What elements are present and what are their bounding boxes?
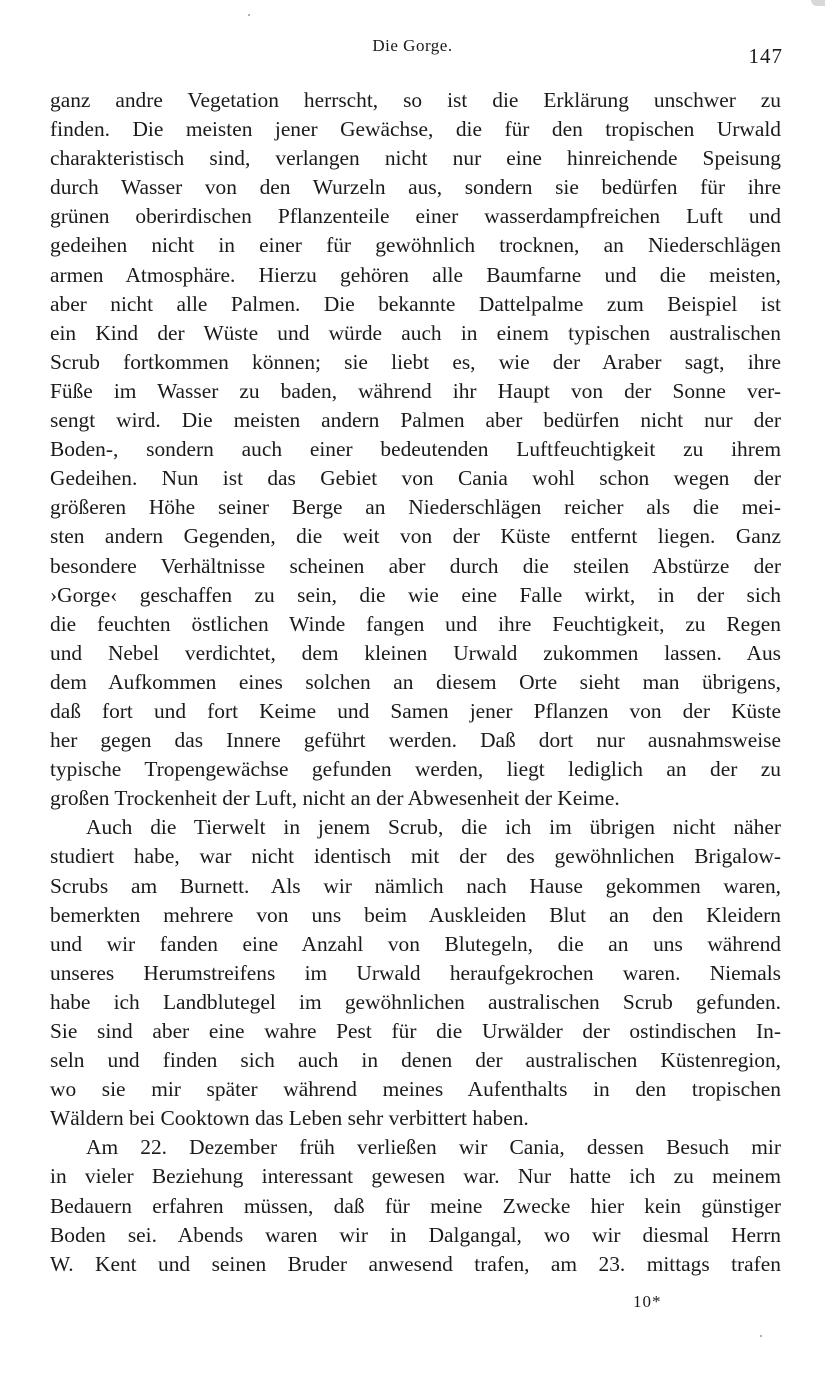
text-line: Wäldern bei Cooktown das Leben sehr verbittert haben. <box>50 1106 529 1131</box>
text-line: typische Tropengewächse gefunden werden, liegt lediglich an der zu <box>50 757 781 782</box>
text-line: aber nicht alle Palmen. Die bekannte Dattelpalme zum Beispiel ist <box>50 291 781 316</box>
text-line: Gedeihen. Nun ist das Gebiet von Cania wohl schon wegen der <box>50 466 781 491</box>
paragraph <box>50 86 781 813</box>
text-line: ein Kind der Wüste und würde auch in einem typischen australischen <box>50 320 781 345</box>
text-line: Bedauern erfahren müssen, daß für meine Zwecke hier kein günstiger <box>50 1193 781 1218</box>
text-line: Am 22. Dezember früh verließen wir Cania, dessen Besuch mir <box>86 1135 781 1160</box>
text-line: habe ich Landblutegel im gewöhnlichen australischen Scrub gefunden. <box>50 989 781 1014</box>
page-number: 147 <box>748 44 783 68</box>
paragraph <box>50 813 781 1133</box>
print-speck <box>248 14 250 16</box>
text-line: her gegen das Innere geführt werden. Daß dort nur ausnahmsweise <box>50 728 781 753</box>
text-line: W. Kent und seinen Bruder anwesend trafen, am 23. mittags trafen <box>50 1251 781 1276</box>
text-line: grünen oberirdischen Pflanzenteile einer wasserdampfreichen Luft und <box>50 204 781 229</box>
text-line: Auch die Tierwelt in jenem Scrub, die ich im übrigen nicht näher <box>86 815 781 840</box>
text-line: sten andern Gegenden, die weit von der Küste entfernt liegen. Ganz <box>50 524 781 549</box>
text-line: studiert habe, war nicht identisch mit der des gewöhnlichen Brigalow- <box>50 844 781 869</box>
text-line: Scrub fortkommen können; sie liebt es, wie der Araber sagt, ihre <box>50 349 781 374</box>
text-line: ganz andre Vegetation herrscht, so ist die Erklärung unschwer zu <box>50 88 781 112</box>
body-text <box>50 86 781 1279</box>
text-line: Sie sind aber eine wahre Pest für die Urwälder der ostindischen In- <box>50 1019 781 1043</box>
text-line: seln und finden sich auch in denen der australischen Küstenregion, <box>50 1048 781 1073</box>
text-line: Boden-, sondern auch einer bedeutenden Luftfeuchtigkeit zu ihrem <box>50 437 781 462</box>
text-line: finden. Die meisten jener Gewächse, die für den tropischen Urwald <box>50 117 781 142</box>
text-line: die feuchten östlichen Winde fangen und ihre Feuchtigkeit, zu Regen <box>50 611 781 636</box>
text-line: armen Atmosphäre. Hierzu gehören alle Baumfarne und die meisten, <box>50 262 781 287</box>
page-corner-mark <box>811 0 825 6</box>
text-line: Scrubs am Burnett. Als wir nämlich nach Hause gekommen waren, <box>50 873 781 898</box>
text-line: bemerkten mehrere von uns beim Auskleiden Blut an den Kleidern <box>50 902 781 927</box>
text-line: Boden sei. Abends waren wir in Dalgangal, wo wir diesmal Herrn <box>50 1222 781 1247</box>
text-line: großen Trockenheit der Luft, nicht an der Abwesenheit der Keime. <box>50 786 620 811</box>
text-line: und Nebel verdichtet, dem kleinen Urwald zukommen lassen. Aus <box>50 640 781 665</box>
text-line: ›Gorge‹ geschaffen zu sein, die wie eine Falle wirkt, in der sich <box>50 582 781 607</box>
text-line: dem Aufkommen eines solchen an diesem Orte sieht man übrigens, <box>50 669 781 694</box>
text-line: unseres Herumstreifens im Urwald heraufgekrochen waren. Niemals <box>50 960 781 985</box>
text-line: daß fort und fort Keime und Samen jener Pflanzen von der Küste <box>50 698 781 723</box>
text-line: in vieler Beziehung interessant gewesen war. Nur hatte ich zu meinem <box>50 1164 781 1189</box>
signature-mark: 10* <box>633 1292 662 1311</box>
print-speck <box>760 1335 762 1337</box>
text-line: sengt wird. Die meisten andern Palmen aber bedürfen nicht nur der <box>50 408 781 433</box>
text-line: durch Wasser von den Wurzeln aus, sondern sie bedürfen für ihre <box>50 175 781 200</box>
paragraph <box>50 1133 781 1278</box>
text-line: größeren Höhe seiner Berge an Niederschlägen reicher als die mei- <box>50 495 781 520</box>
text-line: wo sie mir später während meines Aufenthalts in den tropischen <box>50 1077 781 1102</box>
text-line: und wir fanden eine Anzahl von Blutegeln, die an uns während <box>50 931 781 956</box>
text-line: charakteristisch sind, verlangen nicht nur eine hinreichende Speisung <box>50 146 781 171</box>
text-line: gedeihen nicht in einer für gewöhnlich trocknen, an Niederschlägen <box>50 233 781 258</box>
text-line: Füße im Wasser zu baden, während ihr Haupt von der Sonne ver- <box>50 378 781 403</box>
text-line: besondere Verhältnisse scheinen aber durch die steilen Abstürze der <box>50 553 781 578</box>
running-head: Die Gorge. <box>372 36 453 55</box>
